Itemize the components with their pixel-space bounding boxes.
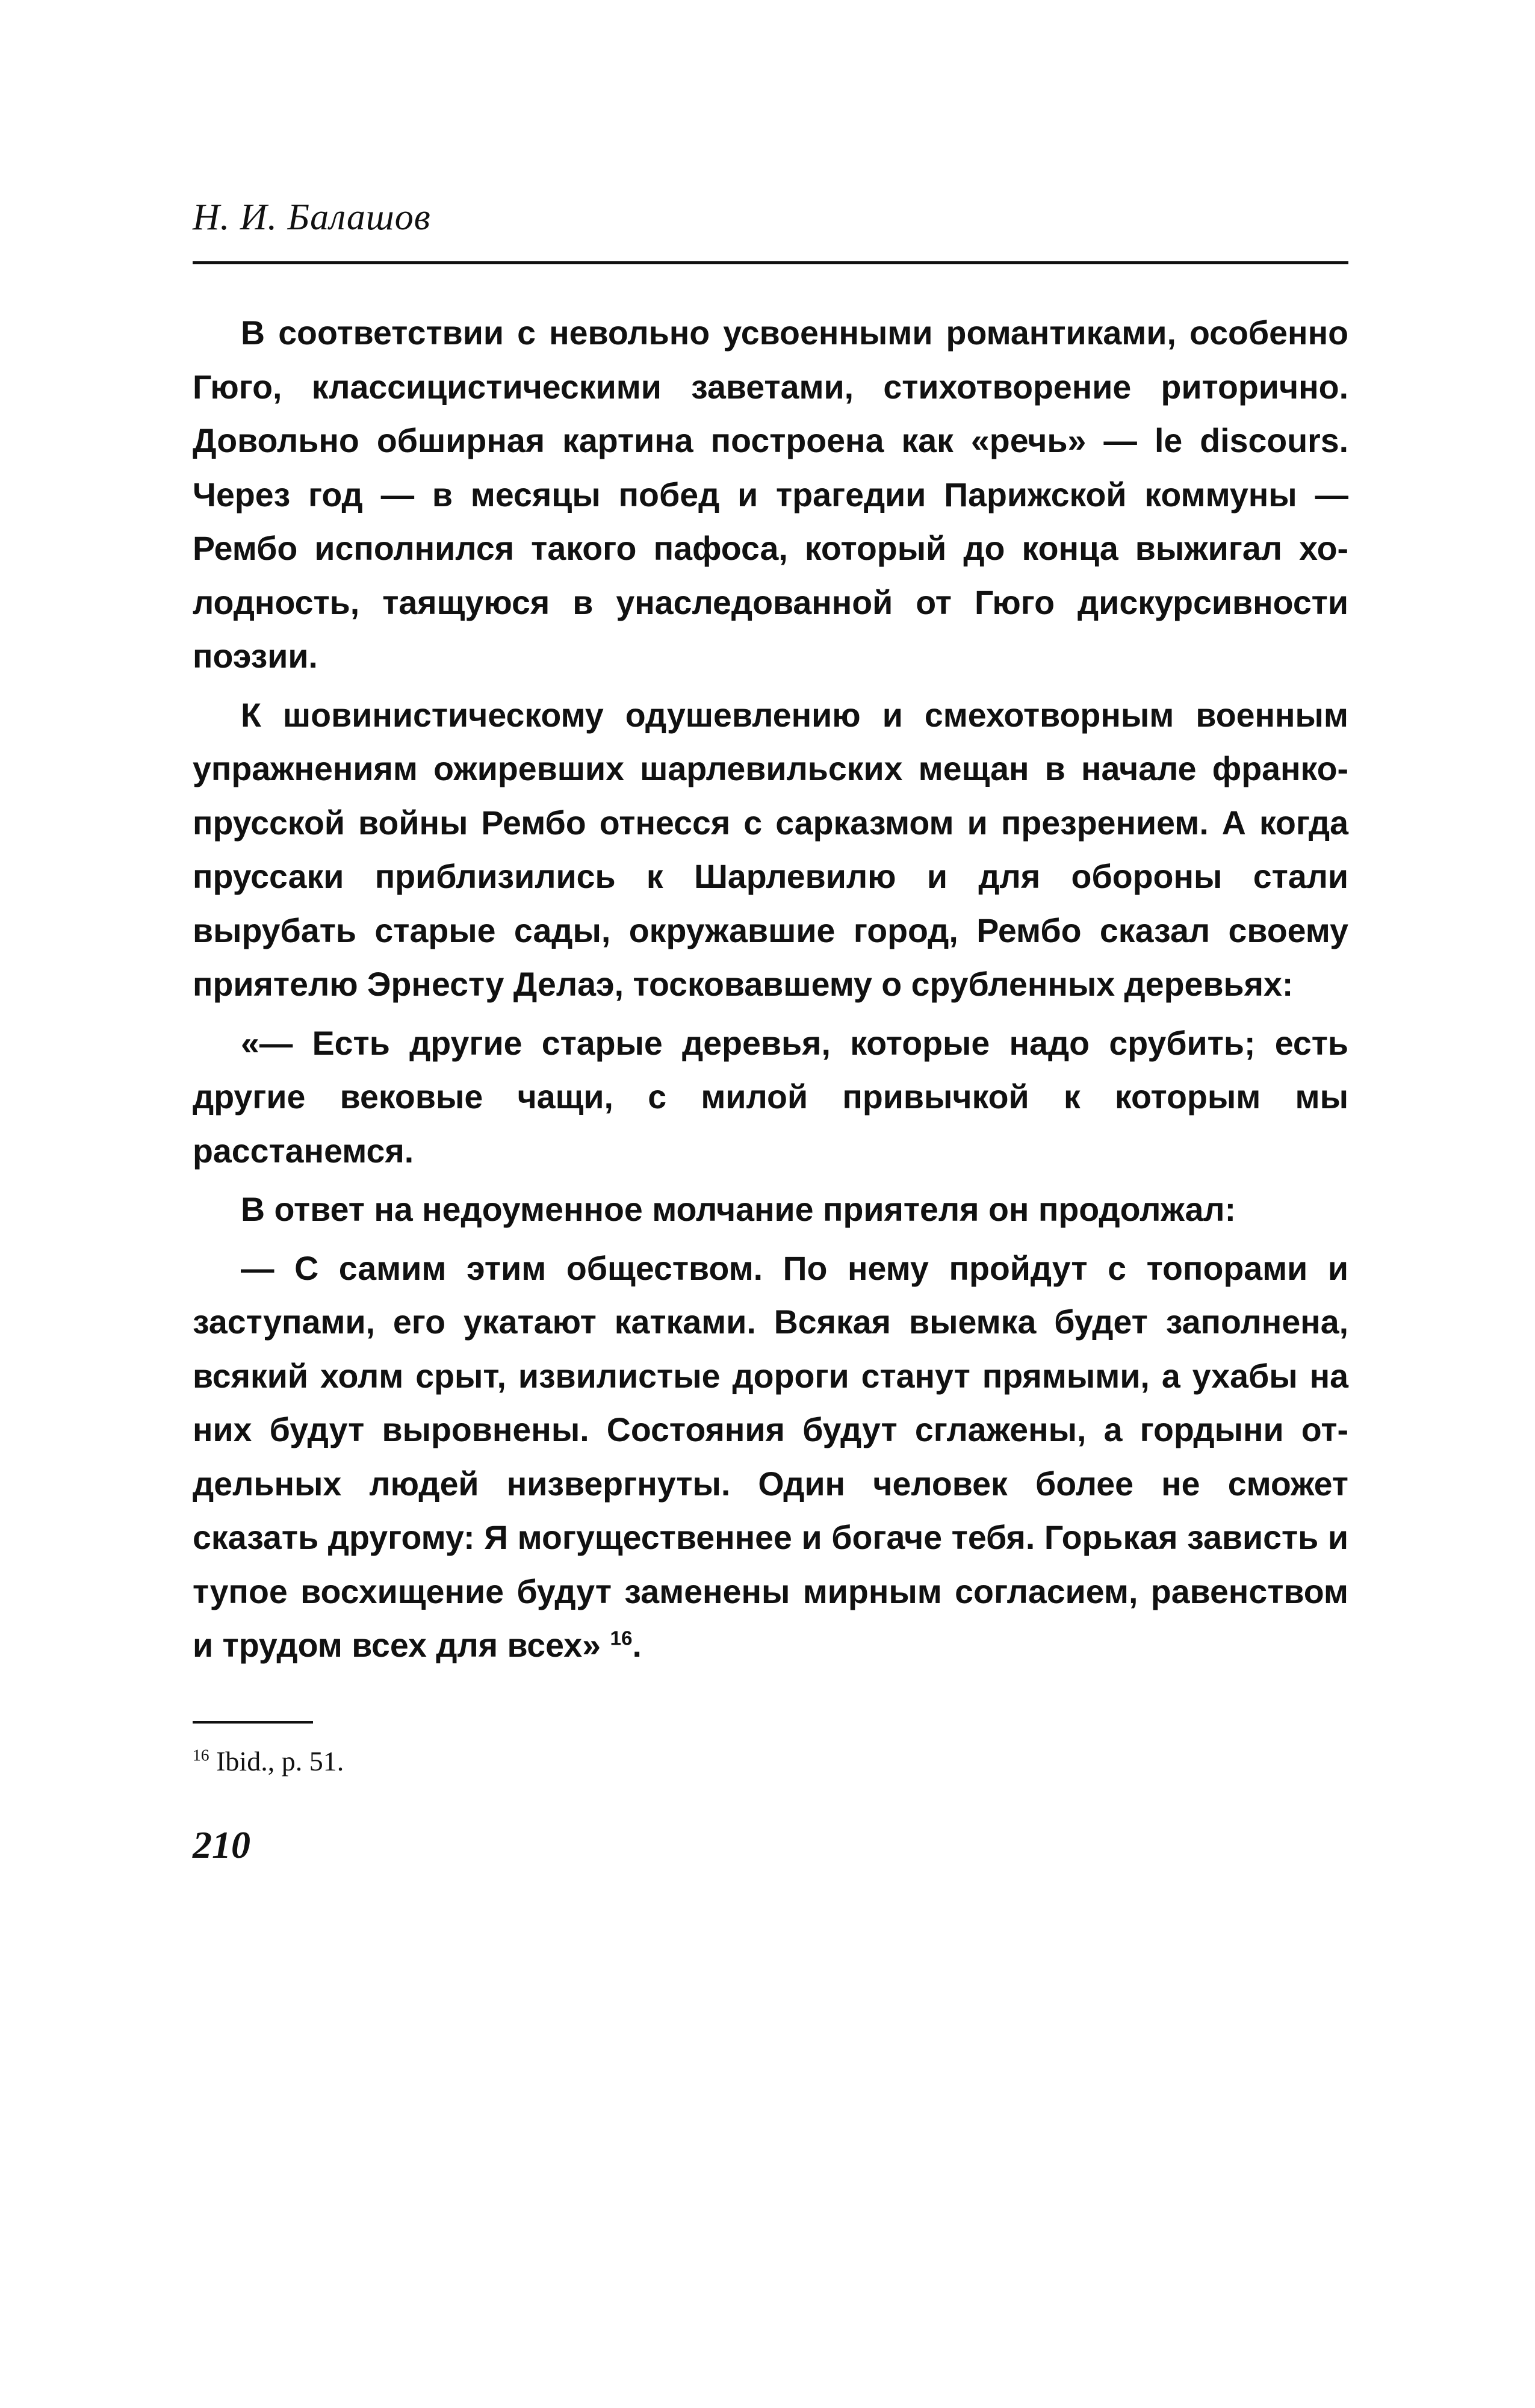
paragraph: К шовинистическому одушевлению и смехотворным военным упражнениям ожиревших шарлевильских мещан в начале франко-прусской войны Рембо отнесся с сарказмом и презрением. А когда пруссаки приблизились к Шарлевилю и для обороны стали вырубать старые сады, окружавшие город, Рембо сказал своему приятелю Эрнесту Делаэ, тосковавшему о срубленных деревьях: [193, 696, 1348, 1003]
running-head: Н. И. Балашов [193, 199, 1348, 264]
page-number: 210 [193, 1823, 250, 1866]
paragraph-with-note [193, 1242, 1348, 1673]
body-text [193, 306, 1348, 1673]
paragraph: «— Есть другие старые деревья, которые надо срубить; есть другие вековые чащи, с милой привычкой к которым мы расстанемся. [193, 1024, 1348, 1170]
footnote-text: Ibid., p. 51. [216, 1745, 344, 1777]
book-page [193, 199, 1348, 1867]
footnote-ref: 16 [610, 1627, 633, 1650]
paragraph-text: — С самим этим обществом. По нему пройдут с топорами и заступами, его укатают катками. Всякая выемка будет заполнена, всякий холм срыт, извилистые дороги станут прямыми, а ухабы на них будут выровнены. Состояния будут сглажены, а гордыни отдельных людей низвергнуты. Один человек более не сможет сказать другому: Я могущественнее и богаче тебя. Горькая зависть и тупое восхищение будут заменены мирным согласием, равенством и трудом всех для всех» [193, 1249, 1348, 1664]
footnote-number: 16 [193, 1745, 209, 1764]
paragraph: В ответ на недоуменное молчание приятеля он продолжал: [241, 1191, 1236, 1228]
footnote-divider [193, 1721, 313, 1724]
paragraph-end: . [632, 1627, 642, 1664]
paragraph: В соответствии с невольно усвоенными романтиками, особенно Гюго, классицистическими заветами, стихотворение риторично. Довольно обширная картина построена как «речь» — le discours. Через год — в месяцы побед и трагедии Парижской коммуны — Рембо исполнился такого пафоса, который до конца выжигал холодность, таящуюся в унаследованной от Гюго дискурсивности поэзии. [193, 314, 1348, 675]
footnote [193, 1745, 1348, 1778]
